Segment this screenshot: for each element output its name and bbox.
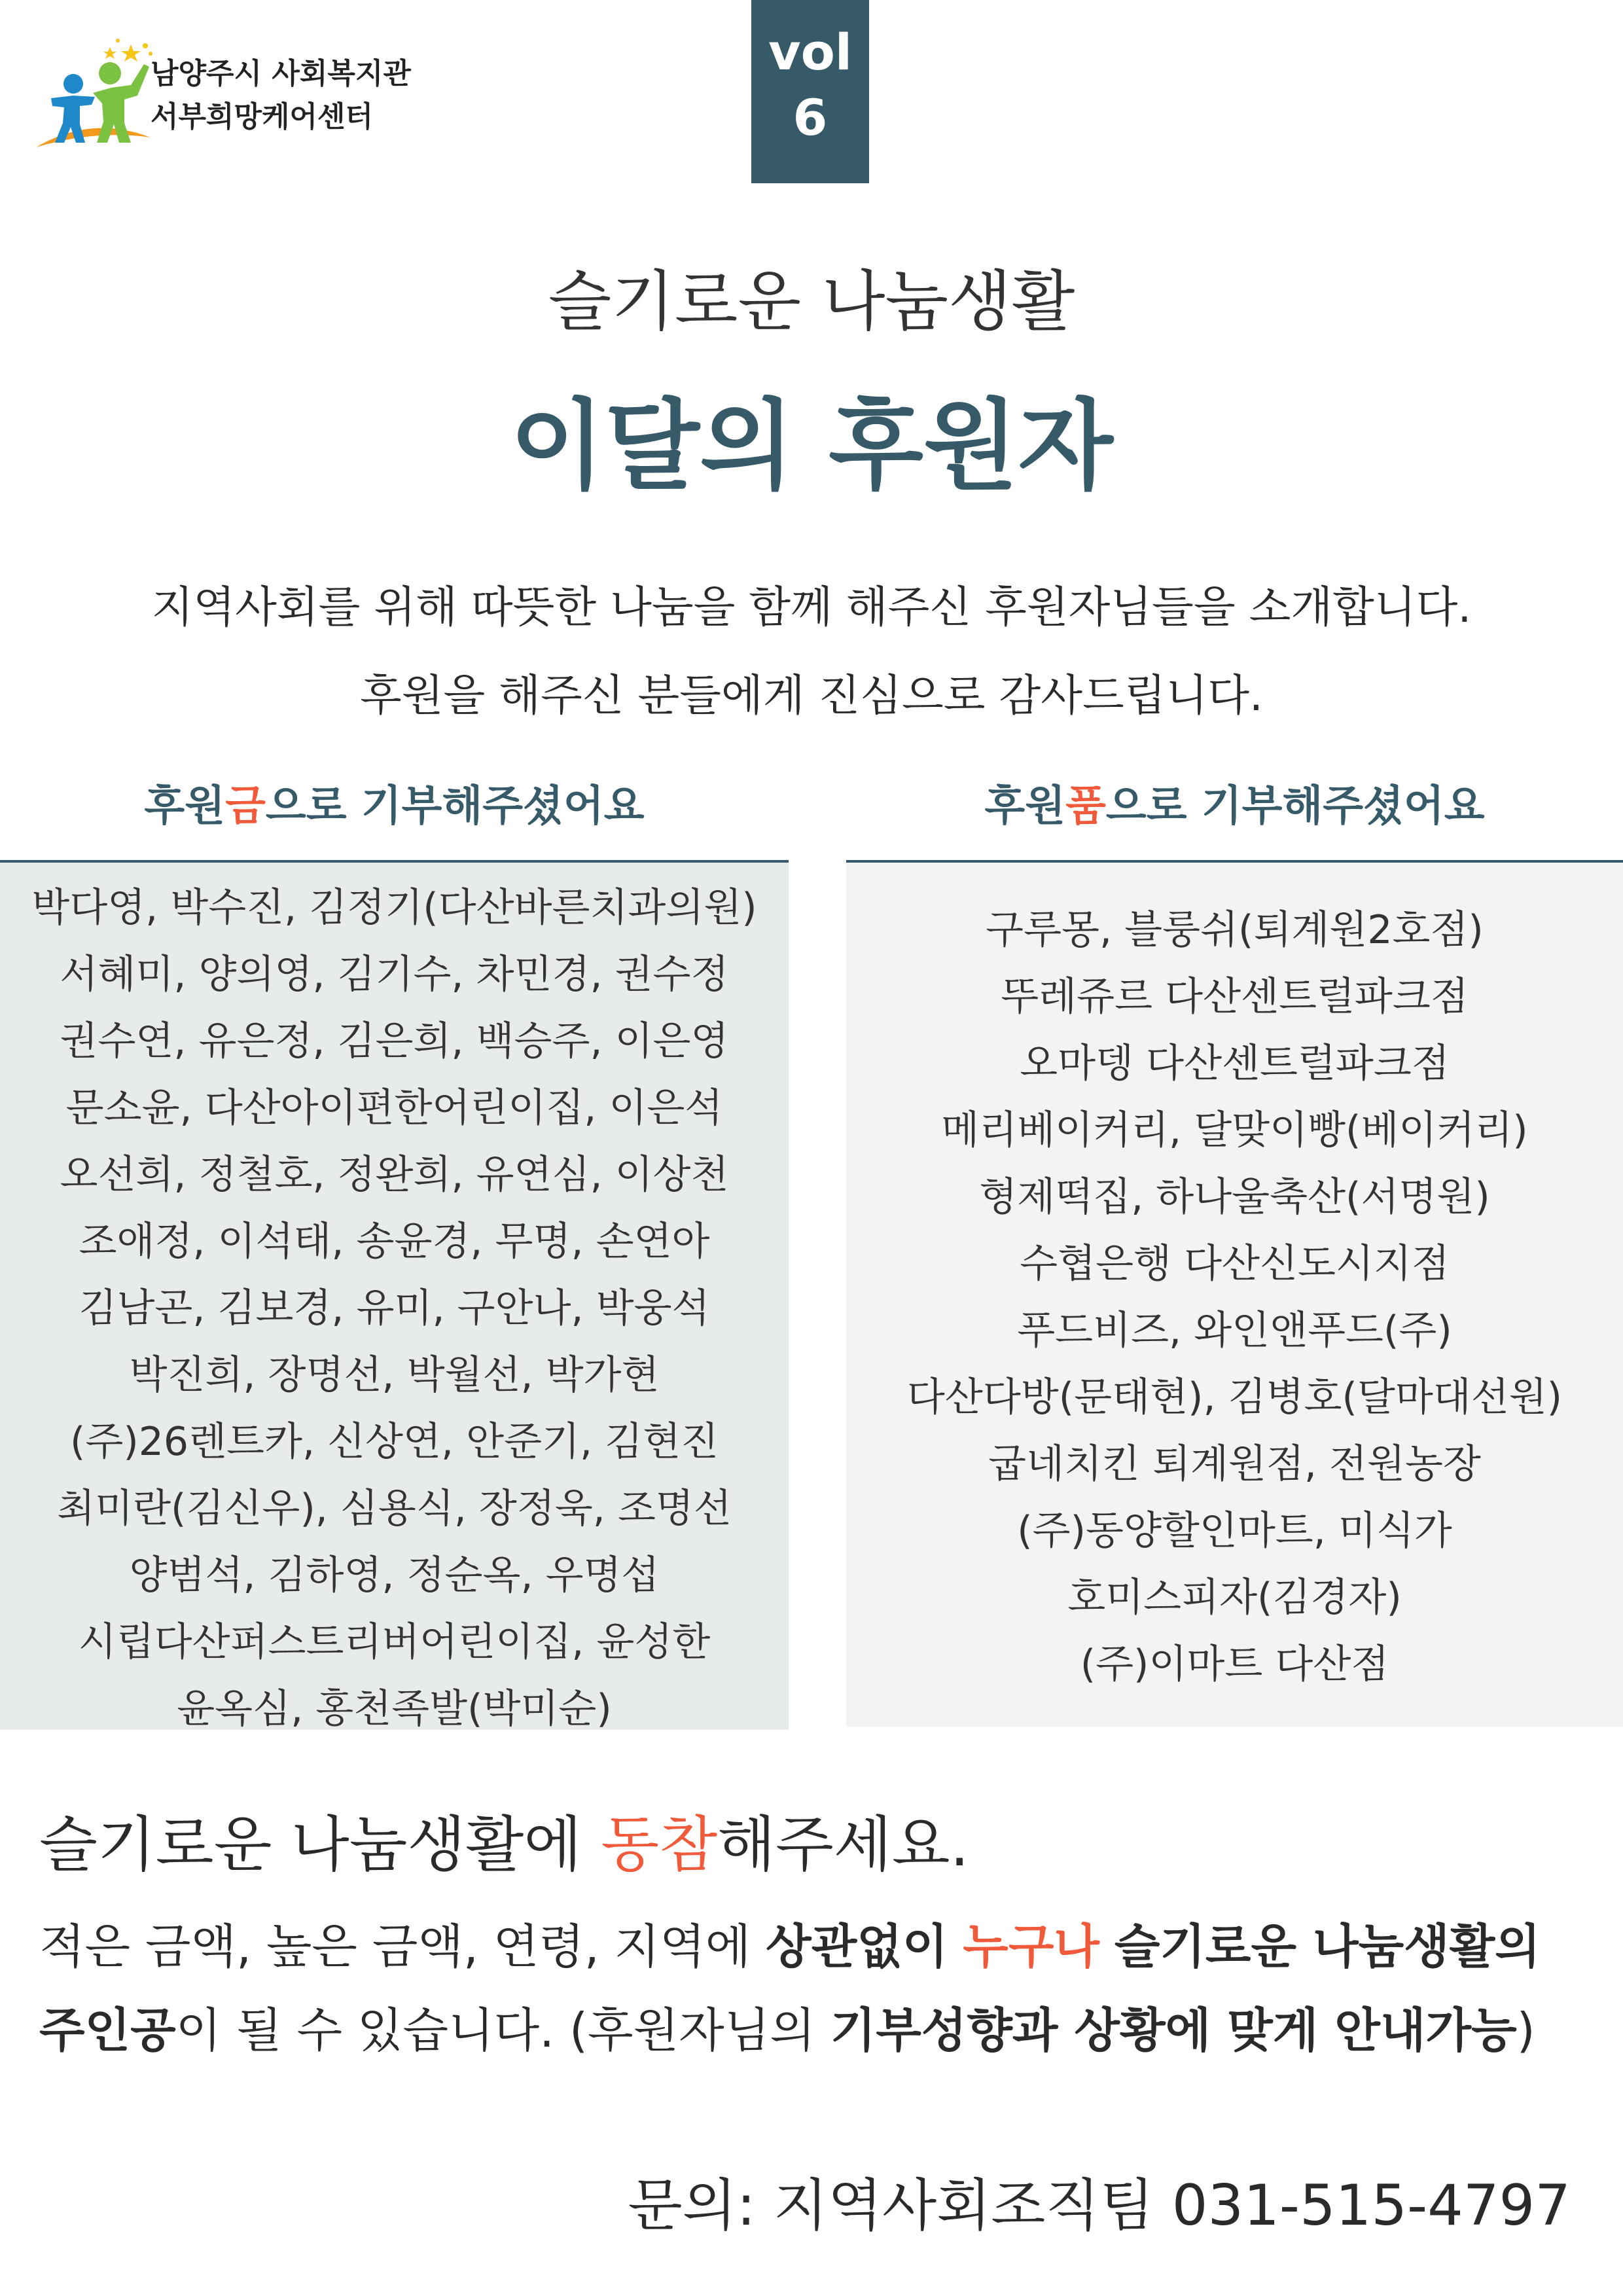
organization-name bbox=[151, 52, 411, 139]
list-item: 최미란(김신우), 심용식, 장정욱, 조명선 bbox=[57, 1486, 732, 1532]
list-item: 박다영, 박수진, 김정기(다산바른치과의원) bbox=[31, 885, 757, 931]
list-item: 오선희, 정철호, 정완희, 유연심, 이상천 bbox=[60, 1152, 729, 1198]
intro-text bbox=[0, 563, 1623, 740]
cta-pre: 슬기로운 나눔생활에 bbox=[39, 1810, 601, 1880]
emphasis-text: 슬기로운 나눔생활의 bbox=[1114, 1919, 1541, 1974]
list-item: 양범석, 김하영, 정순옥, 우명섭 bbox=[129, 1552, 660, 1598]
emphasis-text: 상관없이 bbox=[766, 1919, 948, 1974]
page-subtitle: 슬기로운 나눔생활 bbox=[548, 263, 1075, 340]
emphasis-text: 주인공 bbox=[39, 2003, 176, 2058]
org-logo-icon bbox=[33, 33, 157, 157]
goods-donors-heading bbox=[846, 772, 1623, 833]
cta-accent: 동참 bbox=[601, 1810, 718, 1880]
org-name-line2: 서부희망케어센터 bbox=[151, 100, 374, 134]
list-item: 박진희, 장명선, 박월선, 박가현 bbox=[129, 1352, 660, 1398]
participation-text bbox=[39, 1905, 1541, 2072]
list-item: 뚜레쥬르 다산센트럴파크점 bbox=[1001, 974, 1469, 1020]
list-item: 문소윤, 다산아이편한어린이집, 이은석 bbox=[65, 1085, 723, 1131]
intro-line-1: 지역사회를 위해 따뜻한 나눔을 함께 해주신 후원자님들을 소개합니다. bbox=[151, 582, 1472, 632]
list-item: 구루몽, 블룽쉬(퇴계원2호점) bbox=[986, 907, 1484, 953]
highlight-text: 누구나 bbox=[963, 1919, 1099, 1974]
text-segment bbox=[948, 1919, 963, 1974]
contact-info: 문의: 지역사회조직팀 031-515-4797 bbox=[628, 2173, 1571, 2238]
text-segment: ) bbox=[1516, 2003, 1535, 2058]
page-title: 이달의 후원자 bbox=[510, 389, 1113, 503]
goods-donors-list bbox=[846, 863, 1623, 1727]
list-item: 호미스피자(김경자) bbox=[1067, 1575, 1402, 1621]
goods-heading-accent: 품 bbox=[1065, 782, 1106, 831]
list-item: 서혜미, 양의영, 김기수, 차민경, 권수정 bbox=[60, 952, 729, 997]
participation-line-2 bbox=[39, 1988, 1541, 2072]
list-item: 다산다방(문태현), 김병호(달마대선원) bbox=[906, 1374, 1563, 1420]
cta-post: 해주세요. bbox=[717, 1810, 969, 1880]
call-to-action bbox=[39, 1797, 969, 1883]
volume-label: vol bbox=[768, 23, 852, 81]
list-item: (주)26렌트카, 신상연, 안준기, 김현진 bbox=[69, 1419, 719, 1465]
list-item: 김남곤, 김보경, 유미, 구안나, 박웅석 bbox=[79, 1285, 710, 1331]
list-item: 형제떡집, 하나울축산(서명원) bbox=[979, 1174, 1490, 1220]
volume-number: 6 bbox=[793, 88, 828, 147]
list-item: 푸드비즈, 와인앤푸드(주) bbox=[1017, 1308, 1452, 1354]
money-heading-accent: 금 bbox=[225, 782, 266, 831]
list-item: 메리베이커리, 달맞이빵(베이커리) bbox=[941, 1107, 1528, 1153]
money-donors-heading bbox=[0, 772, 789, 833]
org-name-line1: 남양주시 사회복지관 bbox=[151, 57, 411, 90]
list-item: (주)동양할인마트, 미식가 bbox=[1017, 1508, 1452, 1554]
money-heading-post: 으로 기부해주셨어요 bbox=[265, 782, 645, 831]
text-segment: 적은 금액, 높은 금액, 연령, 지역에 bbox=[39, 1919, 766, 1974]
list-item: (주)이마트 다산점 bbox=[1080, 1641, 1389, 1687]
list-item: 굽네치킨 퇴계원점, 전원농장 bbox=[988, 1441, 1481, 1487]
list-item: 권수연, 유은정, 김은희, 백승주, 이은영 bbox=[60, 1018, 729, 1064]
goods-heading-pre: 후원 bbox=[984, 782, 1066, 831]
list-item: 조애정, 이석태, 송윤경, 무명, 손연아 bbox=[79, 1219, 710, 1265]
money-heading-pre: 후원 bbox=[144, 782, 226, 831]
list-item: 윤옥심, 홍천족발(박미순) bbox=[177, 1686, 612, 1732]
text-segment: 이 될 수 있습니다. (후원자님의 bbox=[175, 2003, 830, 2058]
goods-heading-post: 으로 기부해주셨어요 bbox=[1105, 782, 1485, 831]
intro-line-2: 후원을 해주신 분들에게 진심으로 감사드립니다. bbox=[359, 670, 1264, 721]
participation-line-1 bbox=[39, 1905, 1541, 1988]
text-segment bbox=[1099, 1919, 1115, 1974]
emphasis-text: 기부성향과 상황에 맞게 안내가능 bbox=[830, 2003, 1517, 2058]
list-item: 시립다산퍼스트리버어린이집, 윤성한 bbox=[78, 1619, 711, 1665]
list-item: 수협은행 다산신도시지점 bbox=[1020, 1241, 1450, 1287]
volume-badge bbox=[751, 0, 869, 183]
list-item: 오마뎅 다산센트럴파크점 bbox=[1020, 1041, 1450, 1086]
money-donors-list bbox=[0, 863, 789, 1730]
